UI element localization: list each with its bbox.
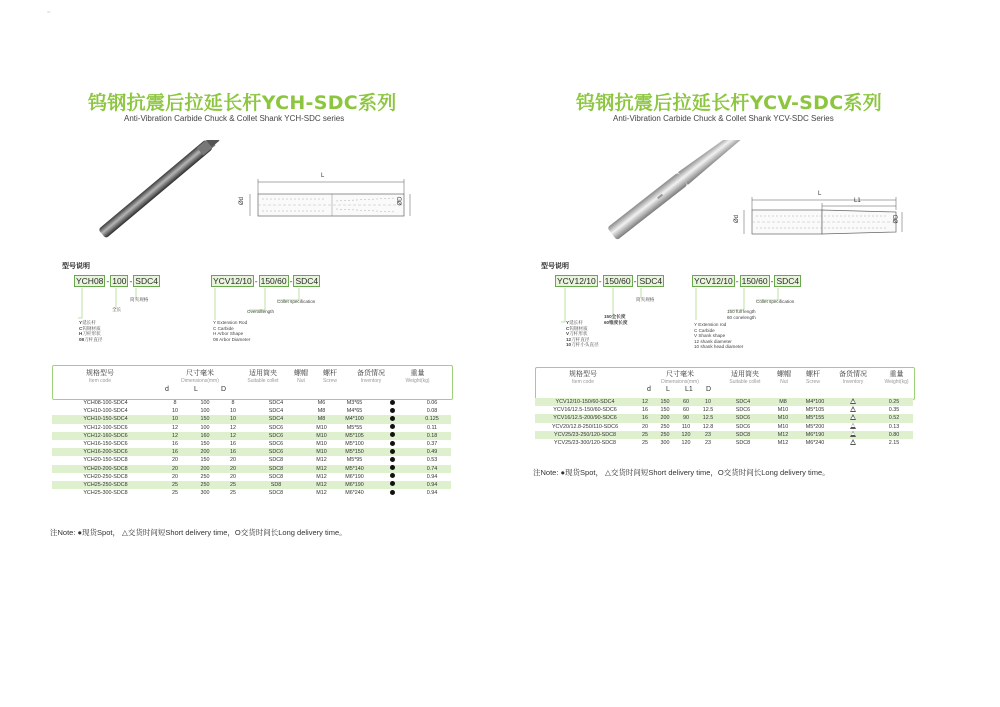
- table-cell: 25: [219, 481, 247, 489]
- table-row: [535, 423, 913, 431]
- table-row: [52, 489, 451, 497]
- model-part-collet: SDC4: [295, 276, 319, 286]
- left-section-label: 型号说明: [62, 263, 90, 270]
- table-cell: M4*100: [338, 415, 371, 423]
- table-cell: SDC8: [719, 431, 767, 439]
- table-cell: SDC4: [268, 400, 284, 407]
- right-th-screw: 螺杆 Screw: [806, 371, 820, 385]
- table-cell: 16: [219, 448, 247, 456]
- table-cell: M5*140: [338, 465, 371, 473]
- model-part-length: 150/60: [741, 276, 768, 286]
- table-cell: 12: [635, 398, 655, 406]
- table-cell: M10: [316, 424, 327, 431]
- table-cell: M5*105: [805, 407, 825, 414]
- table-cell: 12: [159, 432, 191, 440]
- table-cell: 0.94: [413, 481, 451, 489]
- table-cell: SD8: [247, 481, 305, 489]
- table-cell: M12: [316, 457, 327, 464]
- right-sub-D: D: [706, 386, 712, 393]
- table-cell: 100: [200, 424, 210, 431]
- table-cell: M10: [767, 414, 799, 422]
- item-code-cell: YCH08-100-SDC4: [83, 400, 128, 407]
- in-stock-dot-icon: [390, 465, 395, 470]
- table-cell: 0.25: [875, 398, 913, 406]
- ycv-product-photo: [600, 140, 750, 240]
- model-part-length: 150/60: [260, 276, 287, 286]
- table-row: [52, 465, 451, 473]
- table-cell: 16: [230, 441, 236, 448]
- table-cell: 200: [655, 414, 675, 422]
- table-row: [52, 399, 451, 407]
- inventory-cell: [831, 439, 875, 447]
- table-cell: M5*55: [346, 424, 363, 431]
- left-th-weight: 重量 Weight(kg): [405, 370, 430, 384]
- table-row: [52, 432, 451, 440]
- table-cell: M8: [305, 415, 338, 423]
- inventory-cell: [371, 473, 413, 481]
- in-stock-dot-icon: [390, 416, 395, 421]
- table-cell: 90: [675, 414, 697, 422]
- left-sub-d: d: [165, 386, 169, 393]
- table-cell: M12: [316, 490, 327, 497]
- table-cell: 10: [172, 408, 178, 415]
- ycv-legend-cn: Y延长杆 C钨钢材质 V刀杆形状 12刀杆直径 10刀杆小头直径: [566, 320, 599, 348]
- table-cell: 100: [200, 400, 210, 407]
- table-row: [52, 456, 451, 464]
- ycv-length-label: L: [818, 191, 822, 197]
- table-cell: 23: [705, 440, 711, 447]
- left-th-item: 规格型号 Item code: [86, 370, 114, 384]
- table-cell: 12.5: [702, 407, 714, 414]
- ych-legend-en: Y Extension Rod C Carbide H Arbor Shape 08 Arbor Diameter: [213, 320, 251, 342]
- item-code-cell: YCH20-200-SDC8: [52, 465, 159, 473]
- table-row: [535, 431, 913, 439]
- short-delivery-triangle-icon: [850, 398, 856, 404]
- table-cell: 0.53: [426, 457, 438, 464]
- table-cell: M10: [777, 407, 789, 414]
- table-cell: 0.08: [426, 408, 438, 415]
- left-th-dimensions: 尺寸毫米 Dimensions(mm): [181, 370, 219, 384]
- ych-d-label: Ød: [239, 196, 246, 206]
- table-cell: SDC6: [735, 423, 751, 430]
- right-th-dimensions: 尺寸毫米 Dimensions(mm): [661, 371, 699, 385]
- table-cell: 0.80: [875, 431, 913, 439]
- table-cell: 0.125: [413, 415, 451, 423]
- right-th-item: 规格型号 Item code: [569, 371, 597, 385]
- item-code-cell: YCH12-160-SDC6: [52, 432, 159, 440]
- table-cell: 20: [642, 423, 648, 430]
- inventory-cell: [831, 423, 875, 431]
- item-code-cell: YCH16-150-SDC6: [83, 441, 128, 448]
- table-cell: 60: [683, 407, 689, 414]
- ych-product-photo: [96, 140, 236, 240]
- ych-model-code-en: YCV12/10 - 150/60 - SDC4: [213, 276, 319, 286]
- ych-legend-cn: Y延长杆 C钨钢材质 H刀杆形状 08刀杆直径: [79, 320, 103, 342]
- item-code-cell: YCH10-150-SDC4: [52, 415, 159, 423]
- in-stock-dot-icon: [390, 481, 395, 486]
- ycv-legend-en: Y Extension rod C Carbide V Shank shape 12 shank diameter 10 shank head diameter: [694, 322, 744, 350]
- right-th-weight: 重量 Weight(kg): [884, 371, 909, 385]
- table-row: [52, 415, 451, 423]
- table-cell: 0.94: [426, 490, 438, 497]
- inventory-cell: [371, 415, 413, 423]
- item-code-cell: YCV25/23-250/120-SDC8: [535, 431, 635, 439]
- table-row: [535, 398, 913, 406]
- item-code-cell: YCV16/12.5-200/90-SDC6: [535, 414, 635, 422]
- table-cell: 10: [219, 415, 247, 423]
- table-cell: 12: [172, 424, 178, 431]
- table-cell: M12: [767, 431, 799, 439]
- table-cell: 200: [191, 448, 219, 456]
- item-code-cell: YCH25-300-SDC8: [83, 490, 128, 497]
- table-cell: SDC8: [268, 457, 284, 464]
- left-footnote: 注Note: ●现货Spot， △交货时间短Short delivery time，O交货时间长Long delivery time。: [50, 528, 347, 537]
- table-cell: 25: [230, 490, 236, 497]
- table-cell: M10: [305, 432, 338, 440]
- table-cell: 300: [200, 490, 210, 497]
- ycv-note-collet: 筒夹规格: [636, 297, 655, 302]
- table-cell: 150: [200, 457, 210, 464]
- inventory-cell: [371, 481, 413, 489]
- ycv-model-code-cn: YCV12/10 - 150/60 - SDC4: [557, 276, 663, 286]
- table-cell: 250: [191, 481, 219, 489]
- table-cell: SDC4: [268, 408, 284, 415]
- table-cell: M8: [767, 398, 799, 406]
- table-cell: M4*100: [799, 398, 831, 406]
- inventory-cell: [831, 406, 875, 414]
- right-title: 钨钢抗震后拉延长杆YCV-SDC系列: [576, 92, 883, 114]
- item-code-cell: YCV12/10-150/60-SDC4: [535, 398, 635, 406]
- model-part-collet: SDC4: [135, 276, 158, 286]
- model-part-series: YCV12/10: [557, 276, 596, 286]
- left-th-inventory: 备货情况 Inventory: [357, 370, 385, 384]
- item-code-cell: YCH20-150-SDC8: [83, 457, 128, 464]
- item-code-cell: YCH16-200-SDC6: [52, 448, 159, 456]
- inventory-cell: [371, 448, 413, 456]
- table-cell: 25: [172, 490, 178, 497]
- model-part-collet: SDC4: [639, 276, 663, 286]
- table-cell: SDC6: [268, 424, 284, 431]
- right-th-inventory: 备货情况 Inventory: [839, 371, 867, 385]
- inventory-cell: [371, 440, 413, 448]
- table-cell: 300: [660, 440, 670, 447]
- table-cell: M5*105: [338, 432, 371, 440]
- right-sub-d: d: [647, 386, 651, 393]
- table-cell: M5*200: [805, 423, 825, 430]
- table-cell: SDC6: [719, 414, 767, 422]
- table-cell: 150: [660, 407, 670, 414]
- table-cell: 250: [200, 473, 210, 480]
- item-code-cell: YCH10-100-SDC4: [83, 408, 128, 415]
- table-cell: M6: [317, 400, 326, 407]
- inventory-cell: [831, 414, 875, 422]
- left-title: 钨钢抗震后拉延长杆YCH-SDC系列: [88, 92, 397, 114]
- short-delivery-triangle-icon: [850, 414, 856, 420]
- table-cell: M10: [777, 423, 789, 430]
- in-stock-dot-icon: [390, 408, 395, 413]
- ych-D-label: ØD: [397, 196, 404, 206]
- table-cell: 20: [230, 473, 236, 480]
- table-cell: SDC4: [719, 398, 767, 406]
- table-cell: 10: [159, 415, 191, 423]
- in-stock-dot-icon: [390, 424, 395, 429]
- table-row: [52, 440, 451, 448]
- table-cell: 25: [635, 431, 655, 439]
- table-cell: 12: [230, 424, 236, 431]
- table-cell: SDC4: [247, 415, 305, 423]
- ych-note-collet-en: Collet specification: [277, 299, 316, 304]
- table-cell: 16: [159, 448, 191, 456]
- table-row: [52, 448, 451, 456]
- table-cell: 25: [159, 481, 191, 489]
- model-part-series: YCH08: [76, 276, 104, 286]
- table-cell: M3*65: [346, 400, 363, 407]
- table-cell: 12.8: [702, 423, 714, 430]
- table-cell: M8: [317, 408, 326, 415]
- table-cell: M12: [305, 481, 338, 489]
- table-cell: SDC8: [735, 440, 751, 447]
- table-cell: M5*100: [345, 441, 364, 448]
- inventory-cell: [371, 465, 413, 473]
- in-stock-dot-icon: [390, 441, 395, 446]
- right-subtitle: Anti-Vibration Carbide Chuck & Collet Shank YCV-SDC Series: [613, 114, 834, 123]
- ycv-note-collet-en: Collet specification: [756, 299, 795, 304]
- corner-mark: ~: [47, 10, 51, 16]
- ych-note-length-en: Overalllength: [247, 309, 275, 314]
- left-th-nut: 螺帽 Nut: [294, 370, 308, 384]
- table-cell: M6*190: [338, 481, 371, 489]
- table-cell: 110: [681, 423, 691, 430]
- right-th-collet: 适用筒夹 Suitable collet: [729, 371, 761, 385]
- inventory-cell: [371, 489, 413, 497]
- table-cell: 16: [172, 441, 178, 448]
- table-row: [52, 407, 451, 415]
- left-sub-D: D: [221, 386, 227, 393]
- table-cell: 16: [635, 414, 655, 422]
- ych-length-label: L: [321, 173, 325, 179]
- table-cell: 160: [191, 432, 219, 440]
- table-cell: M6*190: [345, 473, 364, 480]
- short-delivery-triangle-icon: [850, 439, 856, 445]
- right-footnote: 注Note: ●现货Spot， △交货时间短Short delivery time，O交货时间长Long delivery time。: [533, 468, 830, 477]
- table-cell: M12: [305, 465, 338, 473]
- table-cell: 25: [642, 440, 648, 447]
- right-sub-L: L: [666, 386, 670, 393]
- table-row: [535, 414, 913, 422]
- table-cell: 60: [675, 398, 697, 406]
- table-cell: SDC6: [247, 432, 305, 440]
- table-cell: M5*155: [799, 414, 831, 422]
- table-cell: SDC8: [247, 465, 305, 473]
- table-cell: 0.18: [413, 432, 451, 440]
- ycv-l1-label: L1: [854, 198, 861, 204]
- table-cell: 0.49: [413, 448, 451, 456]
- table-cell: 0.74: [413, 465, 451, 473]
- in-stock-dot-icon: [390, 457, 395, 462]
- table-cell: 12: [219, 432, 247, 440]
- table-cell: M6*240: [345, 490, 364, 497]
- short-delivery-triangle-icon: [850, 423, 856, 429]
- table-cell: 150: [191, 415, 219, 423]
- table-cell: M5*150: [338, 448, 371, 456]
- in-stock-dot-icon: [390, 449, 395, 454]
- table-cell: 150: [655, 398, 675, 406]
- inventory-cell: [831, 431, 875, 439]
- table-cell: M12: [777, 440, 789, 447]
- item-code-cell: YCV16/12.5-150/60-SDC6: [553, 407, 617, 414]
- ych-note-length: 全长: [112, 307, 122, 312]
- table-cell: M10: [305, 448, 338, 456]
- left-sub-L: L: [194, 386, 198, 393]
- table-cell: 0.06: [426, 400, 438, 407]
- table-cell: M6*190: [799, 431, 831, 439]
- table-cell: 150: [200, 441, 210, 448]
- item-code-cell: YCH12-100-SDC6: [83, 424, 128, 431]
- table-cell: 0.37: [426, 441, 438, 448]
- model-part-length: 150/60: [604, 276, 631, 286]
- table-cell: 0.11: [426, 424, 438, 431]
- inventory-cell: [371, 407, 413, 415]
- table-cell: 100: [200, 408, 210, 415]
- short-delivery-triangle-icon: [850, 406, 856, 412]
- in-stock-dot-icon: [390, 432, 395, 437]
- table-cell: 20: [219, 465, 247, 473]
- table-cell: M4*65: [346, 408, 363, 415]
- table-cell: M6*240: [805, 440, 825, 447]
- in-stock-dot-icon: [390, 490, 395, 495]
- table-cell: 20: [159, 465, 191, 473]
- table-cell: SDC6: [247, 448, 305, 456]
- left-th-collet: 适用筒夹 Suitable collet: [247, 370, 279, 384]
- ych-note-collet: 筒夹规格: [130, 297, 149, 302]
- table-row: [52, 424, 451, 432]
- inventory-cell: [371, 432, 413, 440]
- left-th-screw: 螺杆 Screw: [323, 370, 337, 384]
- table-cell: M12: [316, 473, 327, 480]
- table-cell: 20: [172, 473, 178, 480]
- ycv-model-code-en: YCV12/10 - 150/60 - SDC4: [694, 276, 800, 286]
- table-cell: 16: [642, 407, 648, 414]
- item-code-cell: YCH25-250-SDC8: [52, 481, 159, 489]
- in-stock-dot-icon: [390, 473, 395, 478]
- table-cell: SDC6: [268, 441, 284, 448]
- table-row: [535, 439, 913, 447]
- table-cell: 12.5: [697, 414, 719, 422]
- table-cell: 200: [191, 465, 219, 473]
- right-spec-table: [535, 398, 913, 447]
- model-part-length: 100: [112, 276, 127, 286]
- table-cell: 0.13: [888, 423, 900, 430]
- table-cell: M10: [316, 441, 327, 448]
- ycv-note-length: 150全长度 60锥度长度: [604, 314, 628, 325]
- short-delivery-triangle-icon: [850, 431, 856, 437]
- left-subtitle: Anti-Vibration Carbide Chuck & Collet Shank YCH-SDC series: [124, 114, 345, 123]
- inventory-cell: [831, 398, 875, 406]
- ych-model-code-cn: YCH08 - 100 - SDC4: [76, 276, 158, 286]
- item-code-cell: YCV25/23-300/120-SDC8: [553, 440, 617, 447]
- right-sub-L1: L1: [685, 386, 693, 393]
- ych-technical-drawing: [236, 170, 416, 230]
- left-spec-table: [52, 399, 451, 497]
- inventory-cell: [371, 399, 413, 407]
- model-part-collet: SDC4: [776, 276, 800, 286]
- table-cell: 0.52: [875, 414, 913, 422]
- table-cell: 8: [231, 400, 235, 407]
- table-cell: 120: [681, 440, 691, 447]
- table-cell: 20: [230, 457, 236, 464]
- table-cell: SDC6: [735, 407, 751, 414]
- ycv-technical-drawing: [736, 188, 911, 238]
- ycv-note-length-en: 150 full length 60 conelength: [727, 309, 756, 320]
- table-cell: 23: [697, 431, 719, 439]
- table-cell: 0.94: [426, 473, 438, 480]
- item-code-cell: YCV20/12.8-250/110-SDC6: [551, 423, 619, 430]
- table-cell: 250: [660, 423, 670, 430]
- table-cell: 10: [697, 398, 719, 406]
- table-cell: SDC8: [268, 473, 284, 480]
- in-stock-dot-icon: [390, 400, 395, 405]
- ycv-d-label: Ød: [734, 214, 741, 224]
- table-cell: M5*95: [346, 457, 363, 464]
- table-cell: 250: [655, 431, 675, 439]
- table-cell: 2.15: [888, 440, 900, 447]
- item-code-cell: YCH20-250-SDC8: [83, 473, 128, 480]
- right-section-label: 型号说明: [541, 263, 569, 270]
- ycv-D-label: ØD: [893, 214, 900, 224]
- inventory-cell: [371, 456, 413, 464]
- table-row: [535, 406, 913, 414]
- model-part-series: YCV12/10: [694, 276, 733, 286]
- table-cell: 8: [173, 400, 177, 407]
- table-cell: 120: [675, 431, 697, 439]
- table-cell: 20: [172, 457, 178, 464]
- table-cell: SDC8: [268, 490, 284, 497]
- table-row: [52, 481, 451, 489]
- inventory-cell: [371, 424, 413, 432]
- table-row: [52, 473, 451, 481]
- right-th-nut: 螺帽 Nut: [777, 371, 791, 385]
- table-cell: 0.35: [888, 407, 900, 414]
- model-part-series: YCV12/10: [213, 276, 252, 286]
- table-cell: 10: [230, 408, 236, 415]
